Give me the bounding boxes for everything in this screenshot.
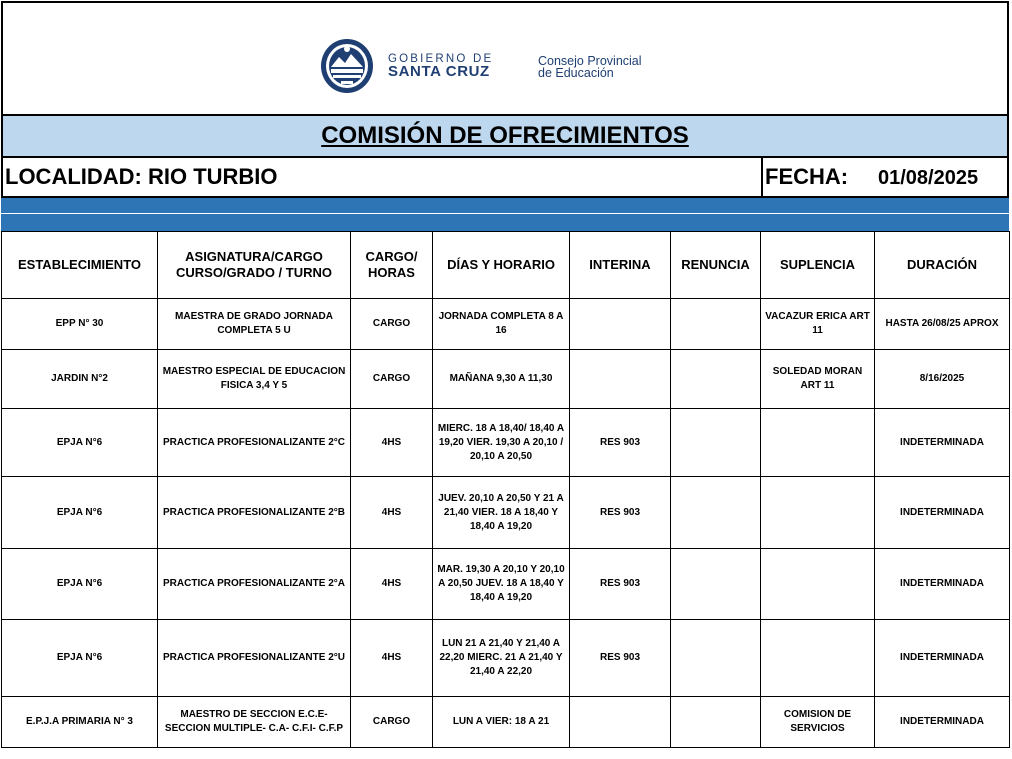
cell-establecimiento: JARDIN N°2: [2, 350, 158, 409]
col-dias-horario: DÍAS Y HORARIO: [433, 232, 570, 299]
cell-asignatura: PRACTICA PROFESIONALIZANTE 2°A: [158, 549, 351, 620]
cell-cargo: CARGO: [351, 299, 433, 350]
col-cargo-horas: CARGO/ HORAS: [351, 232, 433, 299]
table-header-row: [2, 232, 1010, 299]
cell-suplencia: VACAZUR ERICA ART 11: [761, 299, 875, 350]
cell-establecimiento: EPP N° 30: [2, 299, 158, 350]
cell-cargo: 4HS: [351, 409, 433, 477]
cell-renuncia: [671, 299, 761, 350]
cell-establecimiento: EPJA N°6: [2, 477, 158, 549]
cell-duracion: 8/16/2025: [875, 350, 1010, 409]
table-row: [2, 350, 1010, 409]
cell-interina: [570, 350, 671, 409]
col-interina: INTERINA: [570, 232, 671, 299]
ofrecimientos-table: [1, 231, 1010, 748]
cell-establecimiento: EPJA N°6: [2, 409, 158, 477]
consejo-line1: Consejo Provincial: [538, 54, 642, 68]
cell-renuncia: [671, 477, 761, 549]
cell-suplencia: COMISION DE SERVICIOS: [761, 697, 875, 748]
col-renuncia: RENUNCIA: [671, 232, 761, 299]
santa-cruz-text: SANTA CRUZ: [388, 63, 490, 80]
cell-establecimiento: EPJA N°6: [2, 620, 158, 697]
table-row: [2, 549, 1010, 620]
cell-interina: RES 903: [570, 620, 671, 697]
cell-asignatura: PRACTICA PROFESIONALIZANTE 2°B: [158, 477, 351, 549]
cell-suplencia: [761, 477, 875, 549]
cell-establecimiento: EPJA N°6: [2, 549, 158, 620]
fecha-divider: [761, 158, 763, 196]
cell-asignatura: MAESTRO DE SECCION E.C.E- SECCION MULTIPLE- C.A- C.F.I- C.F.P: [158, 697, 351, 748]
cell-asignatura: MAESTRA DE GRADO JORNADA COMPLETA 5 U: [158, 299, 351, 350]
cell-suplencia: [761, 409, 875, 477]
header-banner: [1, 1, 1009, 116]
table-row: [2, 477, 1010, 549]
table-row: [2, 299, 1010, 350]
cell-cargo: 4HS: [351, 549, 433, 620]
cell-interina: RES 903: [570, 549, 671, 620]
col-duracion: DURACIÓN: [875, 232, 1010, 299]
table-row: [2, 697, 1010, 748]
cell-duracion: INDETERMINADA: [875, 477, 1010, 549]
cell-interina: [570, 299, 671, 350]
cell-interina: [570, 697, 671, 748]
cell-cargo: 4HS: [351, 620, 433, 697]
col-establecimiento: ESTABLECIMIENTO: [2, 232, 158, 299]
cell-suplencia: [761, 549, 875, 620]
cell-renuncia: [671, 409, 761, 477]
gobierno-de-text: GOBIERNO DE: [388, 53, 494, 65]
cell-horario: JORNADA COMPLETA 8 A 16: [433, 299, 570, 350]
cell-horario: JUEV. 20,10 A 20,50 Y 21 A 21,40 VIER. 18 A 18,40 Y 18,40 A 19,20: [433, 477, 570, 549]
page-title: COMISIÓN DE OFRECIMIENTOS: [321, 122, 689, 149]
localidad-label: LOCALIDAD: RIO TURBIO: [5, 164, 278, 189]
cell-horario: LUN 21 A 21,40 Y 21,40 A 22,20 MIERC. 21 A 21,40 Y 21,40 A 22,20: [433, 620, 570, 697]
blue-separator-1: [1, 198, 1009, 213]
cell-interina: RES 903: [570, 409, 671, 477]
title-band: [1, 116, 1009, 158]
cell-renuncia: [671, 549, 761, 620]
localidad-band: [1, 158, 1009, 198]
cell-duracion: HASTA 26/08/25 APROX: [875, 299, 1010, 350]
cell-suplencia: [761, 620, 875, 697]
cell-horario: MAÑANA 9,30 A 11,30: [433, 350, 570, 409]
table-row: [2, 620, 1010, 697]
consejo-line2: de Educación: [538, 66, 614, 80]
cell-suplencia: SOLEDAD MORAN ART 11: [761, 350, 875, 409]
cell-renuncia: [671, 620, 761, 697]
cell-renuncia: [671, 350, 761, 409]
cell-cargo: CARGO: [351, 697, 433, 748]
santa-cruz-seal-icon: [319, 37, 375, 95]
col-asignatura: ASIGNATURA/CARGO CURSO/GRADO / TURNO: [158, 232, 351, 299]
cell-duracion: INDETERMINADA: [875, 697, 1010, 748]
col-suplencia: SUPLENCIA: [761, 232, 875, 299]
cell-duracion: INDETERMINADA: [875, 549, 1010, 620]
cell-duracion: INDETERMINADA: [875, 620, 1010, 697]
cell-renuncia: [671, 697, 761, 748]
cell-establecimiento: E.P.J.A PRIMARIA N° 3: [2, 697, 158, 748]
cell-horario: MAR. 19,30 A 20,10 Y 20,10 A 20,50 JUEV. 18 A 18,40 Y 18,40 A 19,20: [433, 549, 570, 620]
fecha-label: FECHA:: [765, 164, 849, 189]
cell-horario: LUN A VIER: 18 A 21: [433, 697, 570, 748]
cell-cargo: CARGO: [351, 350, 433, 409]
cell-duracion: INDETERMINADA: [875, 409, 1010, 477]
cell-asignatura: MAESTRO ESPECIAL DE EDUCACION FISICA 3,4 Y 5: [158, 350, 351, 409]
cell-horario: MIERC. 18 A 18,40/ 18,40 A 19,20 VIER. 19,30 A 20,10 / 20,10 A 20,50: [433, 409, 570, 477]
cell-cargo: 4HS: [351, 477, 433, 549]
blue-separator-2: [1, 214, 1009, 231]
cell-asignatura: PRACTICA PROFESIONALIZANTE 2°U: [158, 620, 351, 697]
table-row: [2, 409, 1010, 477]
cell-interina: RES 903: [570, 477, 671, 549]
cell-asignatura: PRACTICA PROFESIONALIZANTE 2°C: [158, 409, 351, 477]
fecha-value: 01/08/2025: [878, 167, 979, 189]
